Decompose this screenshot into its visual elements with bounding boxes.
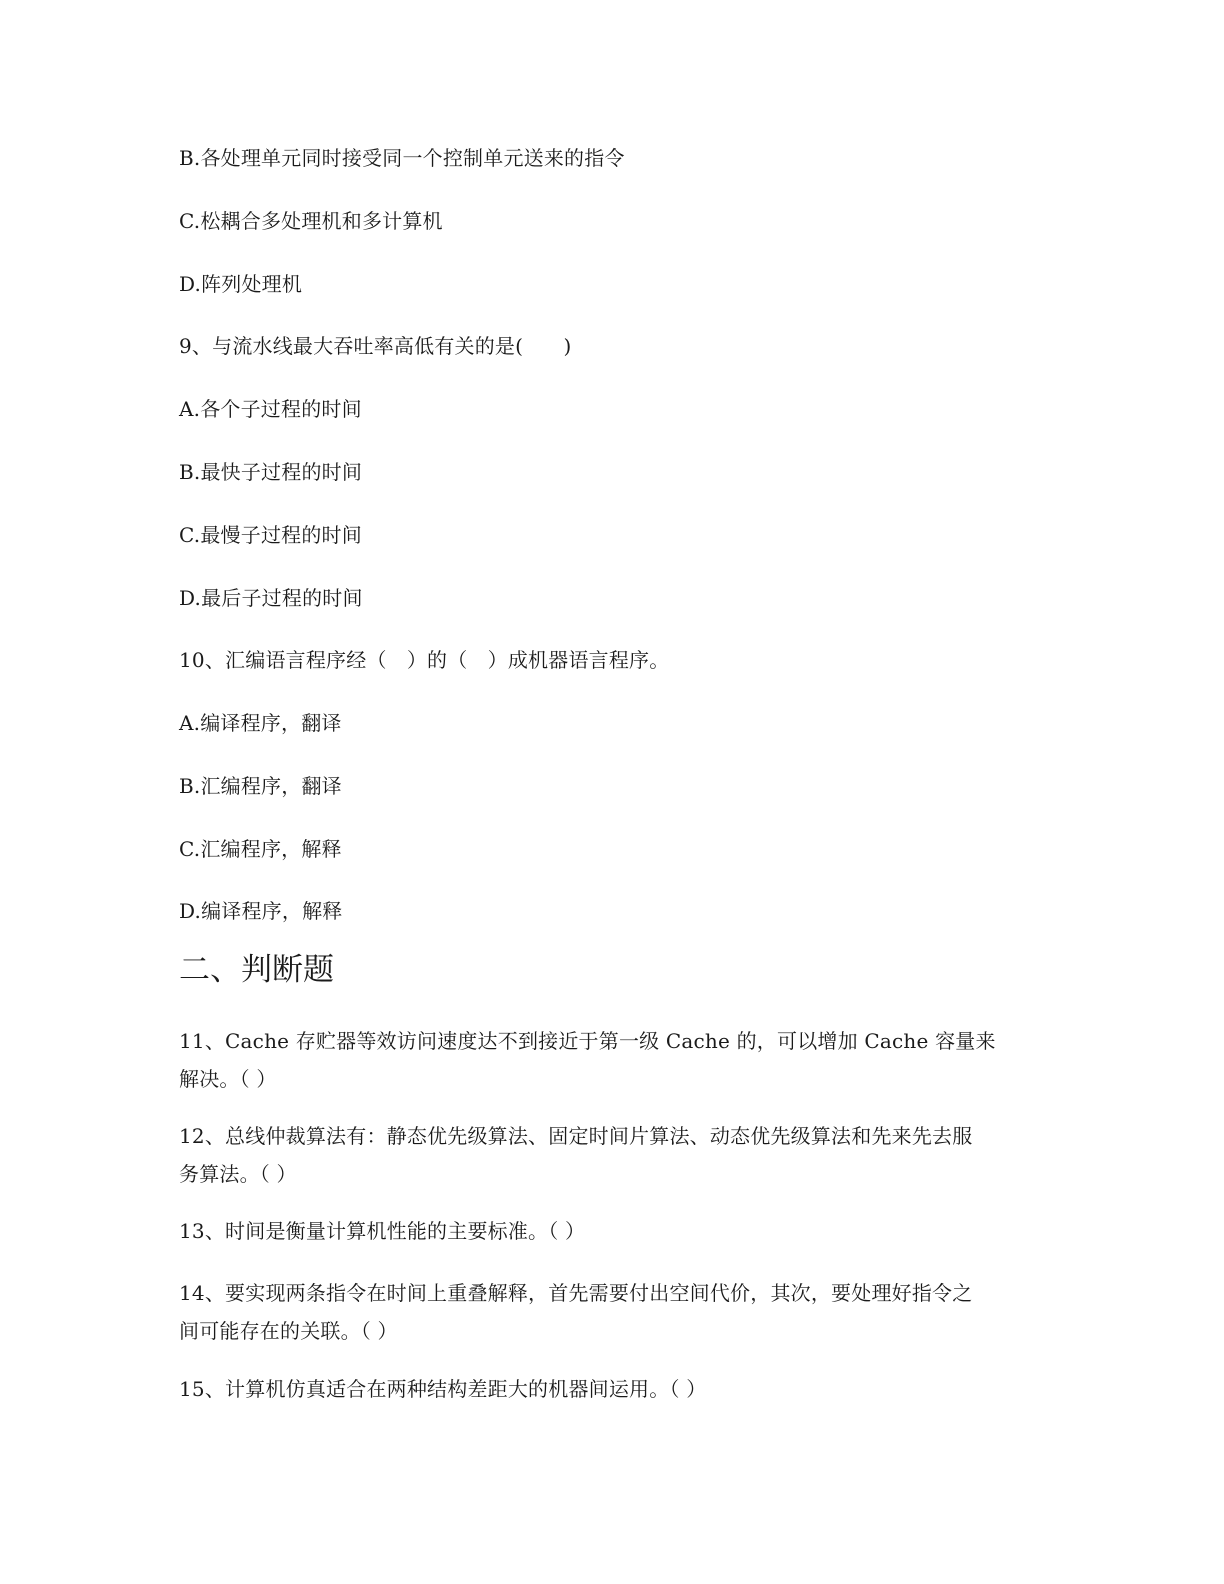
tf-item-11: [179, 1022, 1039, 1098]
tf-item-14: [179, 1274, 1039, 1350]
tf-item-13-line-1: 13、时间是衡量计算机性能的主要标准。（ ）: [179, 1219, 586, 1243]
q8-option-b: B.各处理单元同时接受同一个控制单元送来的指令: [179, 146, 625, 170]
tf-item-12-line-1: 12、总线仲裁算法有：静态优先级算法、固定时间片算法、动态优先级算法和先来先去服: [179, 1124, 973, 1148]
q9-option-d: D.最后子过程的时间: [179, 586, 363, 610]
tf-item-15-line-1: 15、计算机仿真适合在两种结构差距大的机器间运用。（ ）: [179, 1377, 707, 1401]
tf-item-11-line-1: 11、Cache 存贮器等效访问速度达不到接近于第一级 Cache 的，可以增加 Cache 容量来: [179, 1029, 996, 1053]
q9-stem: 9、与流水线最大吞吐率高低有关的是( ): [179, 334, 572, 358]
q9-option-c: C.最慢子过程的时间: [179, 523, 362, 547]
q10-option-a: A.编译程序，翻译: [179, 711, 342, 735]
q10-stem: 10、汇编语言程序经（ ）的（ ）成机器语言程序。: [179, 648, 670, 672]
q10-option-b: B.汇编程序，翻译: [179, 774, 342, 798]
tf-item-12-line-2: 务算法。（ ）: [179, 1162, 297, 1186]
tf-item-11-line-2: 解决。（ ）: [179, 1067, 277, 1091]
q8-option-d: D.阵列处理机: [179, 272, 303, 296]
tf-item-12: [179, 1117, 1039, 1193]
tf-item-14-line-1: 14、要实现两条指令在时间上重叠解释，首先需要付出空间代价，其次，要处理好指令之: [179, 1281, 973, 1305]
q9-option-b: B.最快子过程的时间: [179, 460, 363, 484]
q10-option-d: D.编译程序，解释: [179, 899, 343, 923]
q8-option-c: C.松耦合多处理机和多计算机: [179, 209, 443, 233]
q9-option-a: A.各个子过程的时间: [179, 397, 362, 421]
tf-item-13: [179, 1212, 1039, 1250]
tf-item-14-line-2: 间可能存在的关联。（ ）: [179, 1319, 398, 1343]
q10-option-c: C.汇编程序，解释: [179, 837, 342, 861]
tf-item-15: [179, 1370, 1039, 1408]
section-heading-true-false: 二、判断题: [179, 952, 334, 988]
